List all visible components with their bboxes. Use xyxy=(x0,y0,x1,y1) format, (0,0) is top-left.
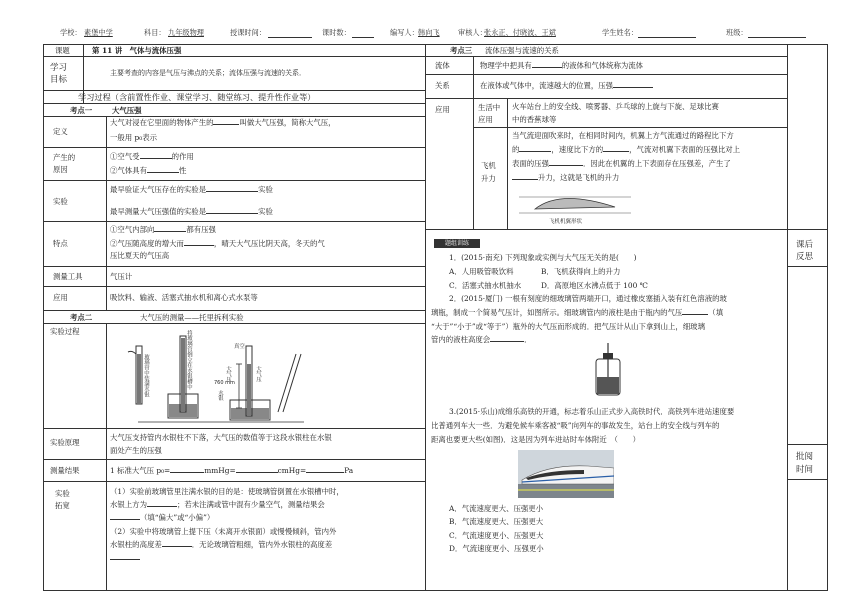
class-blank xyxy=(748,37,806,38)
feat-line-1: ①空气内部向 都有压强 xyxy=(110,225,216,234)
ext-label-2: 拓宽 xyxy=(55,501,70,510)
cause-line-1: ①空气受 的作用 xyxy=(110,152,194,161)
ext-line-6 xyxy=(110,552,140,563)
q1-option-a: A．人用吸管吸饮料 xyxy=(449,267,514,276)
fig-text-3: 真空 xyxy=(234,344,245,350)
cause-line-2: ②气体具有 性 xyxy=(110,166,187,175)
mercury-right xyxy=(247,364,251,416)
fluid-text: 物理学中把具有 的液体和气体统称为流体 xyxy=(480,61,644,70)
fig-text-2 xyxy=(186,329,193,391)
svg-text:将玻璃管倒立在水银槽中: 将玻璃管倒立在水银槽中 xyxy=(186,330,192,390)
school-label: 学校： xyxy=(60,28,82,37)
reviewer-label: 审核人： xyxy=(458,28,487,37)
q3-option-d: D．气流速度更小、压强更小 xyxy=(449,544,544,553)
k2-label: 考点二 xyxy=(70,313,93,322)
fig-text-7 xyxy=(225,365,232,384)
app-value: 吸饮料、输液、活塞式抽水机和离心式水泵等 xyxy=(110,293,258,302)
lift-line-2: 的 ，速度比下方的 ，气流对机翼下表面的压强比对上 xyxy=(512,145,741,154)
svg-text:玻璃管中装满水银: 玻璃管中装满水银 xyxy=(143,354,149,398)
life-label-1: 生活中 xyxy=(478,103,501,112)
svg-text:大气压: 大气压 xyxy=(225,366,231,383)
tool-value: 气压计 xyxy=(110,272,133,281)
k3-title: 流体压强与流速的关系 xyxy=(485,46,559,55)
prin-label: 实验原理 xyxy=(50,438,80,447)
cause-label-1: 产生的 xyxy=(53,153,76,162)
res-line: 1 标准大气压 p₀= mmHg= cmHg= Pa xyxy=(110,466,354,475)
q1-option-c: C．活塞式抽水机抽水 xyxy=(449,281,522,290)
q3-line-2: 比普通列车大一些．为避免候车乘客被“吸”向列车的事故发生，站台上的安全线与列车的 xyxy=(431,421,720,430)
barometer-figure xyxy=(590,343,626,398)
col-divider-left xyxy=(425,44,426,591)
school-value: 素堡中学 xyxy=(84,28,113,37)
hand-left xyxy=(128,351,136,354)
barometer-liquid xyxy=(597,377,619,394)
q2-line-1: 2．(2015·厦门) 一根有刻度的细玻璃管两端开口，通过橡皮塞插入装有红色溶液的玻 xyxy=(449,294,727,303)
tube-tilted-outline-b xyxy=(283,354,301,412)
q1-option-b: B．飞机获得向上的升力 xyxy=(541,267,621,276)
wing-caption: 飞机机翼形状 xyxy=(549,219,583,225)
topic-label: 课题 xyxy=(55,46,70,55)
student-label: 学生姓名： xyxy=(602,28,638,37)
torricelli-figure xyxy=(118,324,318,428)
col-divider-right xyxy=(787,44,788,591)
subject-label: 科目： xyxy=(144,28,166,37)
ext-line-2: 水银上方为 ；若未注满或管中混有少量空气，测量结果会 xyxy=(110,500,325,509)
ext-line-3: （填“偏大”或“小偏”） xyxy=(110,512,214,523)
student-blank xyxy=(638,37,696,38)
mercury-middle xyxy=(181,338,185,412)
exp-line-1: 最早验证大气压存在的实验是 实验 xyxy=(110,185,273,194)
reflect-label-2: 反思 xyxy=(796,252,814,262)
svg-text:水银: 水银 xyxy=(217,390,223,401)
tool-label: 测量工具 xyxy=(53,272,83,281)
author-value: 韩向飞 xyxy=(418,28,440,37)
lift-line-3: 表面的压强 ．因此在机翼的上下表面存在压强差，产生了 xyxy=(512,159,731,168)
review-label-1: 批阅 xyxy=(796,452,814,462)
mercury-left xyxy=(137,354,141,404)
feat-line-3: 压比夏天的气压高 xyxy=(110,251,170,260)
ext-label-1: 实验 xyxy=(55,489,70,498)
q3-line-1: 3.(2015·乐山)成绵乐高铁的开通，标志着乐山正式步入高铁时代．高铁列车进站速度要 xyxy=(449,407,735,416)
life-line-1: 火车站台上的安全线、喷雾器、乒乓球的上旋与下旋、足球比赛 xyxy=(512,102,719,111)
proc-label: 实验过程 xyxy=(50,327,80,336)
q3-line-3: 距离也要更大些(如图)．这是因为列车进站时车体附近 （ ） xyxy=(431,435,641,444)
barometer-stopper xyxy=(603,353,613,359)
k3-label: 考点三 xyxy=(450,46,473,55)
prin-line-1: 大气压支持管内水银柱不下落，大气压的数值等于这段水银柱在水银 xyxy=(110,433,332,442)
app-right-label: 应用 xyxy=(435,105,450,114)
train-platform xyxy=(518,484,614,498)
fluid-label: 流体 xyxy=(435,61,450,70)
k1-title: 大气压强 xyxy=(112,106,142,115)
feat-label: 特点 xyxy=(53,239,68,248)
q1-option-d: D．高原地区水沸点低于 100 ℃ xyxy=(541,281,648,290)
goal-label-1: 学习 xyxy=(50,63,68,73)
q3-option-c: C．气流速度更小、压强更大 xyxy=(449,531,544,540)
time-blank xyxy=(268,37,312,38)
feat-line-2: ②气压随高度的增大而 ，晴天大气压比阴天高，冬天的气 xyxy=(110,239,325,248)
lift-line-4: 升力，这就是飞机的升力 xyxy=(512,172,619,183)
def-label: 定义 xyxy=(53,127,68,136)
subject-value: 九年级物理 xyxy=(168,28,204,37)
train-photo xyxy=(518,450,614,498)
time-label: 授课时间： xyxy=(230,28,266,37)
review-label-2: 时间 xyxy=(796,465,814,475)
lift-line-1: 当气流迎面吹来时，在相同时间内，机翼上方气流通过的路程比下方 xyxy=(512,131,734,140)
life-label-2: 应用 xyxy=(478,115,493,124)
ext-line-5: 水银柱的高度差 ．无论玻璃管粗细，管内外水银柱的高度差 xyxy=(110,540,333,549)
k1-label: 考点一 xyxy=(70,106,93,115)
ext-line-4: （2）实验中将玻璃管上提下压（未离开水银面）或慢慢倾斜，管内外 xyxy=(110,527,337,536)
prin-line-2: 面处产生的压强 xyxy=(110,446,162,455)
q2-line-3: “大于”“小于”或“等于”）瓶外的大气压而形成的．把气压计从山下拿到山上，细玻璃 xyxy=(431,322,705,331)
k2-title: 大气压的测量——托里拆利实验 xyxy=(140,313,244,322)
def-line-1: 大气对浸在它里面的物体产生的 叫做大气压强，简称大气压， xyxy=(110,118,336,127)
periods-label: 课时数： xyxy=(322,28,351,37)
lift-label-1: 飞机 xyxy=(481,161,496,170)
svg-text:大气压: 大气压 xyxy=(255,366,261,383)
wing-shape xyxy=(535,198,615,209)
goal-label-2: 目标 xyxy=(50,75,68,85)
def-line-3: 一般用 p₀表示 xyxy=(110,133,157,142)
cause-label-2: 原因 xyxy=(53,165,68,174)
wing-figure xyxy=(515,185,635,227)
fig-text-1 xyxy=(143,353,150,399)
q3-option-a: A．气流速度更大、压强更小 xyxy=(449,504,544,513)
exp-label: 实验 xyxy=(53,197,68,206)
ext-line-1: （1）实验前玻璃管里注满水银的目的是：使玻璃管倒置在水银槽中时， xyxy=(110,487,344,496)
drill-tag: 题组训练 xyxy=(434,239,480,248)
author-label: 编写人： xyxy=(390,28,419,37)
goal-text: 主要考查的内容是气压与沸点的关系；流体压强与流速的关系． xyxy=(110,69,306,77)
q3-option-b: B．气流速度更大、压强更大 xyxy=(449,517,544,526)
lift-label-2: 升力 xyxy=(481,174,496,183)
class-label: 班级： xyxy=(726,28,748,37)
reflect-label-1: 课后 xyxy=(796,240,814,250)
process-title: 学习过程（含前置性作业、课堂学习、随堂练习、提升性作业等） xyxy=(78,92,316,102)
periods-blank xyxy=(352,37,374,38)
fig-text-4: 760 mm xyxy=(214,380,235,386)
rel-text: 在液体或气体中，流速越大的位置，压强 xyxy=(480,80,653,91)
res-label: 测量结果 xyxy=(50,466,80,475)
life-line-2: 中的香蕉球等 xyxy=(512,115,557,124)
topic-title: 第 11 讲 气体与流体压强 xyxy=(92,46,182,55)
q1-stem: 1．(2015·南充) 下列现象或实例与大气压无关的是( ) xyxy=(449,253,637,262)
exp-line-2: 最早测量大气压强值的实验是 实验 xyxy=(110,207,273,216)
q2-line-4: 管内的液柱高度会 ． xyxy=(431,335,532,344)
page-header xyxy=(60,28,820,40)
rel-label: 关系 xyxy=(435,81,450,90)
reviewer-value: 张永正、付晓波、王斌 xyxy=(484,28,556,37)
fig-text-6 xyxy=(217,389,224,402)
q2-line-2: 璃瓶，制成一个简易气压计，如图所示。细玻璃管内的液柱是由于瓶内的气压 （填 xyxy=(431,308,724,317)
app-label: 应用 xyxy=(53,293,68,302)
fig-text-5 xyxy=(255,365,262,384)
tube-tilted-outline-a xyxy=(278,354,296,412)
